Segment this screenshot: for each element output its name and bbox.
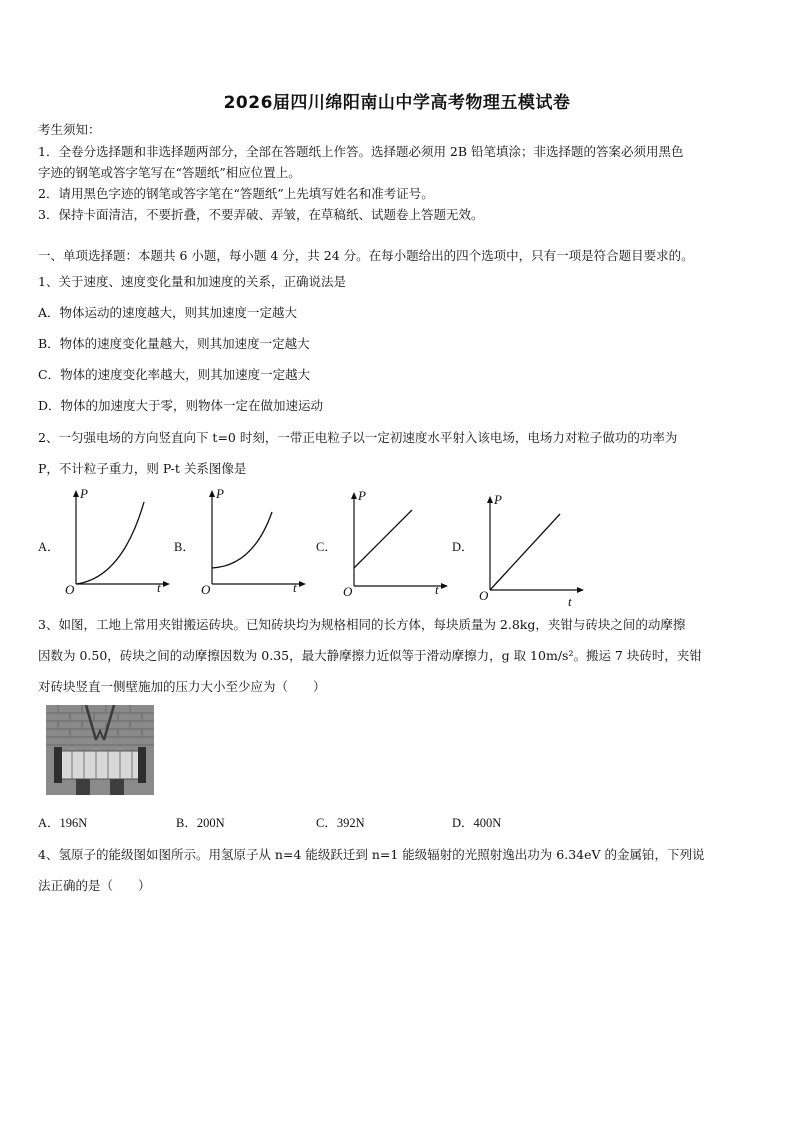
notice-item-2: 2．请用黑色字迹的钢笔或答字笔在“答题纸”上先填写姓名和准考证号。 [38, 186, 434, 201]
graph-d-line [490, 514, 560, 590]
graph-a [62, 488, 172, 598]
graph-d-y-arrow [487, 496, 493, 503]
notice-heading: 考生须知： [38, 122, 101, 137]
question-1-stem: 1、关于速度、速度变化量和加速度的关系，正确说法是 [38, 274, 346, 289]
question-4-stem: 4、氢原子的能级图如图所示。用氢原子从 n=4 能级跃迁到 n=1 能级辐射的光照射逸出功为 6.34eV 的金属铂，下列说 [38, 847, 705, 862]
brick-clamp-photo-image [46, 705, 154, 795]
question-1-option-d: D．物体的加速度大于零，则物体一定在做加速运动 [38, 398, 324, 413]
question-3-option-b: B．200N [176, 816, 225, 830]
graph-b-p-label: P [216, 486, 224, 501]
question-1-option-a: A．物体运动的速度越大，则其加速度一定越大 [38, 305, 298, 320]
brick-clamp-photo [46, 705, 154, 795]
graph-b [198, 488, 308, 598]
graph-b-curve [212, 512, 272, 568]
graph-d [476, 494, 586, 604]
graph-c [340, 490, 450, 600]
graph-b-x-arrow [299, 581, 306, 587]
question-3-option-c: C．392N [316, 816, 365, 830]
graph-c-plot [340, 490, 450, 600]
graph-d-plot [476, 494, 586, 604]
graph-b-y-arrow [209, 490, 215, 497]
question-2-stem-cont: P，不计粒子重力，则 P-t 关系图像是 [38, 461, 247, 476]
graph-b-t-label: t [293, 580, 297, 595]
graph-a-y-arrow [73, 490, 79, 497]
question-4-stem-cont: 法正确的是（ ） [38, 878, 151, 893]
graph-c-line [354, 510, 412, 568]
graph-d-origin: O [479, 588, 489, 603]
question-3-option-a: A．196N [38, 816, 88, 830]
notice-item-1: 1．全卷分选择题和非选择题两部分，全部在答题纸上作答。选择题必须用 2B 铅笔填涂；非选择题的答案必须用黑色 [38, 144, 684, 159]
graph-c-label: C． [316, 540, 337, 554]
question-3-stem-cont-2: 对砖块竖直一侧壁施加的压力大小至少应为（ ） [38, 679, 326, 694]
graph-a-t-label: t [157, 580, 161, 595]
notice-item-3: 3．保持卡面清洁，不要折叠，不要弄破、弄皱，在草稿纸、试题卷上答题无效。 [38, 207, 484, 222]
question-1-option-c: C．物体的速度变化率越大，则其加速度一定越大 [38, 367, 311, 382]
question-1-option-b: B．物体的速度变化量越大，则其加速度一定越大 [38, 336, 310, 351]
graph-a-x-arrow [163, 581, 170, 587]
graph-b-label: B． [174, 540, 195, 554]
section-heading: 一、单项选择题：本题共 6 小题，每小题 4 分，共 24 分。在每小题给出的四个选项中，只有一项是符合题目要求的。 [38, 248, 694, 263]
question-3-stem: 3、如图，工地上常用夹钳搬运砖块。已知砖块均为规格相同的长方体，每块质量为 2.8kg，夹钳与砖块之间的动摩擦 [38, 617, 686, 632]
question-2-stem: 2、一匀强电场的方向竖直向下 t=0 时刻，一带正电粒子以一定初速度水平射入该电场，电场力对粒子做功的功率为 [38, 430, 678, 445]
graph-c-origin: O [343, 584, 353, 599]
graph-c-t-label: t [435, 582, 439, 597]
graph-d-p-label: P [494, 492, 502, 507]
graph-a-plot [62, 488, 172, 598]
graph-a-origin: O [65, 582, 75, 597]
question-3-option-d: D．400N [452, 816, 502, 830]
graph-c-y-arrow [351, 492, 357, 499]
question-3-stem-cont: 因数为 0.50，砖块之间的动摩擦因数为 0.35，最大静摩擦力近似等于滑动摩擦力，g 取 10m/s²。搬运 7 块砖时，夹钳 [38, 648, 702, 663]
graph-a-p-label: P [80, 486, 88, 501]
graph-a-label: A． [38, 540, 60, 554]
graph-a-curve [76, 502, 144, 584]
page-title: 2026届四川绵阳南山中学高考物理五模试卷 [223, 93, 571, 113]
graph-c-p-label: P [358, 488, 366, 503]
graph-c-x-arrow [441, 583, 448, 589]
graph-d-label: D． [452, 540, 474, 554]
graph-b-origin: O [201, 582, 211, 597]
graph-d-t-label: t [568, 594, 572, 609]
graph-d-x-arrow [577, 587, 584, 593]
notice-item-1-cont: 字迹的钢笔或答字笔写在“答题纸”相应位置上。 [38, 165, 301, 180]
graph-b-plot [198, 488, 308, 598]
